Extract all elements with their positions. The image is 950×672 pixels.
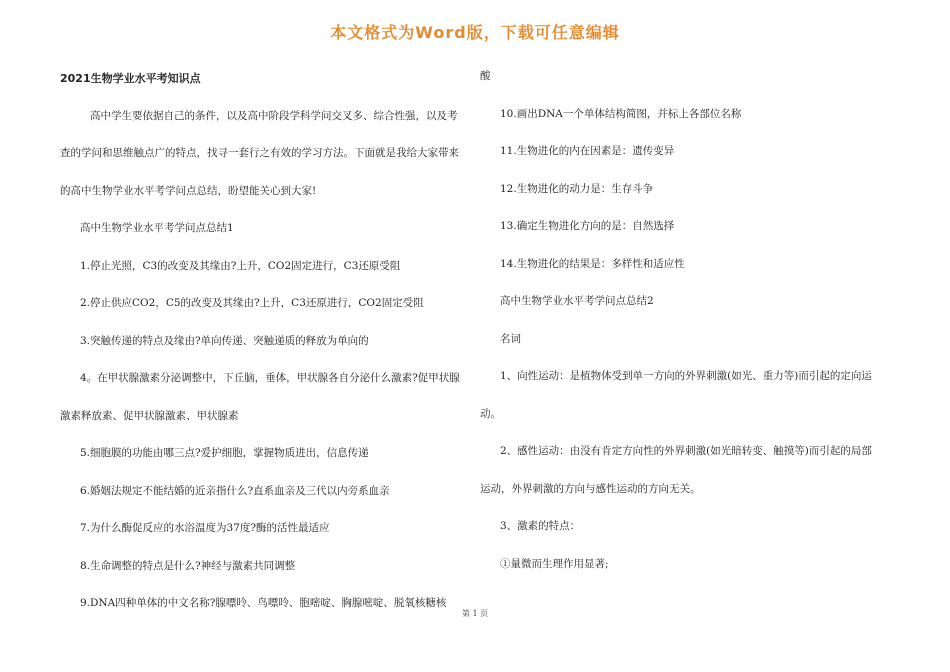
list-item: 14.生物进化的结果是：多样性和适应性 (500, 257, 685, 270)
right-column (480, 58, 880, 583)
list-item: 1.停止光照，C3的改变及其缘由?上升，CO2固定进行，C3还原受阻 (80, 259, 401, 272)
list-item: 5.细胞膜的功能由哪三点?爱护细胞，掌握物质进出，信息传递 (80, 447, 369, 459)
page-number: 第 1 页 (461, 609, 489, 618)
term-item: 3、激素的特点： (500, 520, 581, 532)
list-item: 10.画出DNA一个单体结构简图，并标上各部位名称 (500, 107, 742, 120)
list-item: 11.生物进化的内在因素是：遗传变异 (500, 145, 675, 157)
list-item: 13.确定生物进化方向的是：自然选择 (500, 220, 675, 232)
section-heading-1: 高中生物学业水平考学问点总结1 (80, 222, 234, 234)
document-banner: 本文格式为Word版，下载可任意编辑 (330, 23, 620, 42)
section-heading-2: 高中生物学业水平考学问点总结2 (500, 295, 654, 307)
list-item: 2.停止供应CO2，C5的改变及其缘由?上升，C3还原进行，CO2固定受阻 (80, 297, 424, 309)
terms-heading: 名词 (500, 332, 521, 345)
list-item: 6.婚姻法规定不能结婚的近亲指什么?直系血亲及三代以内旁系血亲 (80, 484, 390, 497)
term-item: ①量微而生理作用显著; (500, 557, 609, 570)
term-item: 2、感性运动：由没有肯定方向性的外界刺激(如光暗转变、触摸等)而引起的局部运动，外界刺激的方向与感性运动的方向无关。 (480, 445, 872, 495)
list-item: 8.生命调整的特点是什么?神经与激素共同调整 (80, 559, 296, 572)
continued-text: 酸 (480, 70, 491, 82)
list-item: 3.突触传递的特点及缘由?单向传递、突触递质的释放为单向的 (80, 334, 369, 347)
left-column (60, 60, 465, 623)
term-item: 1、向性运动：是植物体受到单一方向的外界刺激(如光、重力等)而引起的定向运动。 (480, 370, 872, 420)
list-item: 9.DNA四种单体的中文名称?腺嘌呤、鸟嘌呤、胞嘧啶、胸腺嘧啶、脱氧核糖核 (80, 597, 447, 609)
list-item: 4。在甲状腺激素分泌调整中，下丘脑，垂体，甲状腺各自分泌什么激素?促甲状腺激素释放素、促甲状腺激素、甲状腺素 (60, 372, 460, 422)
list-item: 12.生物进化的动力是：生存斗争 (500, 182, 654, 195)
intro-paragraph: 高中学生要依据自己的条件，以及高中阶段学科学问交叉多、综合性强，以及考查的学问和思维触点广的特点，找寻一套行之有效的学习方法。下面就是我给大家带来的高中生物学业水平考学问点总结，盼望能关心到大家! (60, 109, 459, 197)
list-item: 7.为什么酶促反应的水浴温度为37度?酶的活性最适应 (80, 522, 330, 534)
document-title: 2021生物学业水平考知识点 (60, 72, 201, 85)
